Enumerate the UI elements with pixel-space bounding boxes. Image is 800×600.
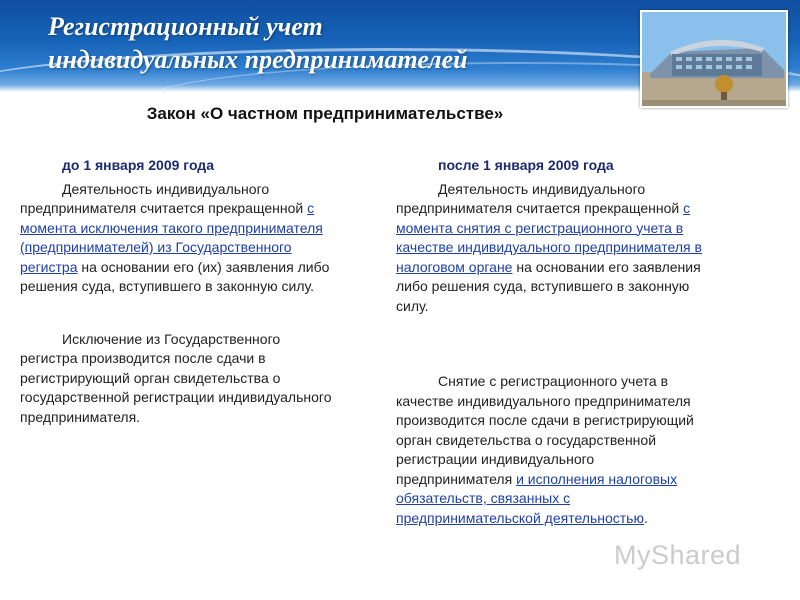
right-p2-text-before: Снятие с регистрационного учета в качестве индивидуального предпринимателя производится после сдачи в регистрирующий орган свидетельства о государственной регистрации индивидуального предпринимателя bbox=[396, 373, 694, 487]
right-column-heading: после 1 января 2009 года bbox=[438, 157, 614, 173]
slide-title-line-2: индивидуальных предпринимателей bbox=[48, 45, 468, 74]
left-paragraph-2: Исключение из Государственного регистра производится после сдачи в регистрирующий орган свидетельства о государственной регистрации индивидуального предпринимателя. bbox=[20, 330, 332, 425]
left-column bbox=[20, 156, 338, 427]
right-p1-text-after: на основании его заявления либо решения суда, вступившего в законную силу. bbox=[396, 258, 701, 314]
building-photo bbox=[640, 10, 788, 108]
right-p1-text-before: Деятельность индивидуального предпринимателя считается прекращенной bbox=[396, 180, 684, 216]
right-p2-link[interactable]: и исполнения налоговых обязательств, связанных с предпринимательской деятельностью bbox=[396, 470, 678, 526]
slide-title-line-1: Регистрационный учет bbox=[48, 12, 323, 41]
right-paragraph-1 bbox=[396, 180, 708, 317]
law-subtitle: Закон «О частном предпринимательстве» bbox=[146, 104, 504, 123]
slide-title bbox=[48, 10, 628, 76]
left-column-heading: до 1 января 2009 года bbox=[62, 157, 214, 173]
right-p2-text-after: . bbox=[643, 509, 648, 526]
left-p1-text-after: на основании его (их) заявления либо решения суда, вступившего в законную силу. bbox=[20, 258, 330, 294]
left-p1-link[interactable]: с момента исключения такого предпринимателя (предпринимателей) из Государственного регистра bbox=[20, 200, 323, 275]
building-photo-illustration bbox=[642, 12, 788, 108]
right-column bbox=[396, 156, 708, 528]
left-paragraph-1 bbox=[20, 180, 338, 297]
right-p1-link[interactable]: с момента снятия с регистрационного учета в качестве индивидуального предпринимателя в налоговом органе bbox=[396, 200, 702, 275]
right-paragraph-2 bbox=[396, 372, 708, 528]
left-p1-text-before: Деятельность индивидуального предпринимателя считается прекращенной bbox=[20, 180, 308, 216]
watermark-logo: MyShared bbox=[614, 540, 742, 570]
